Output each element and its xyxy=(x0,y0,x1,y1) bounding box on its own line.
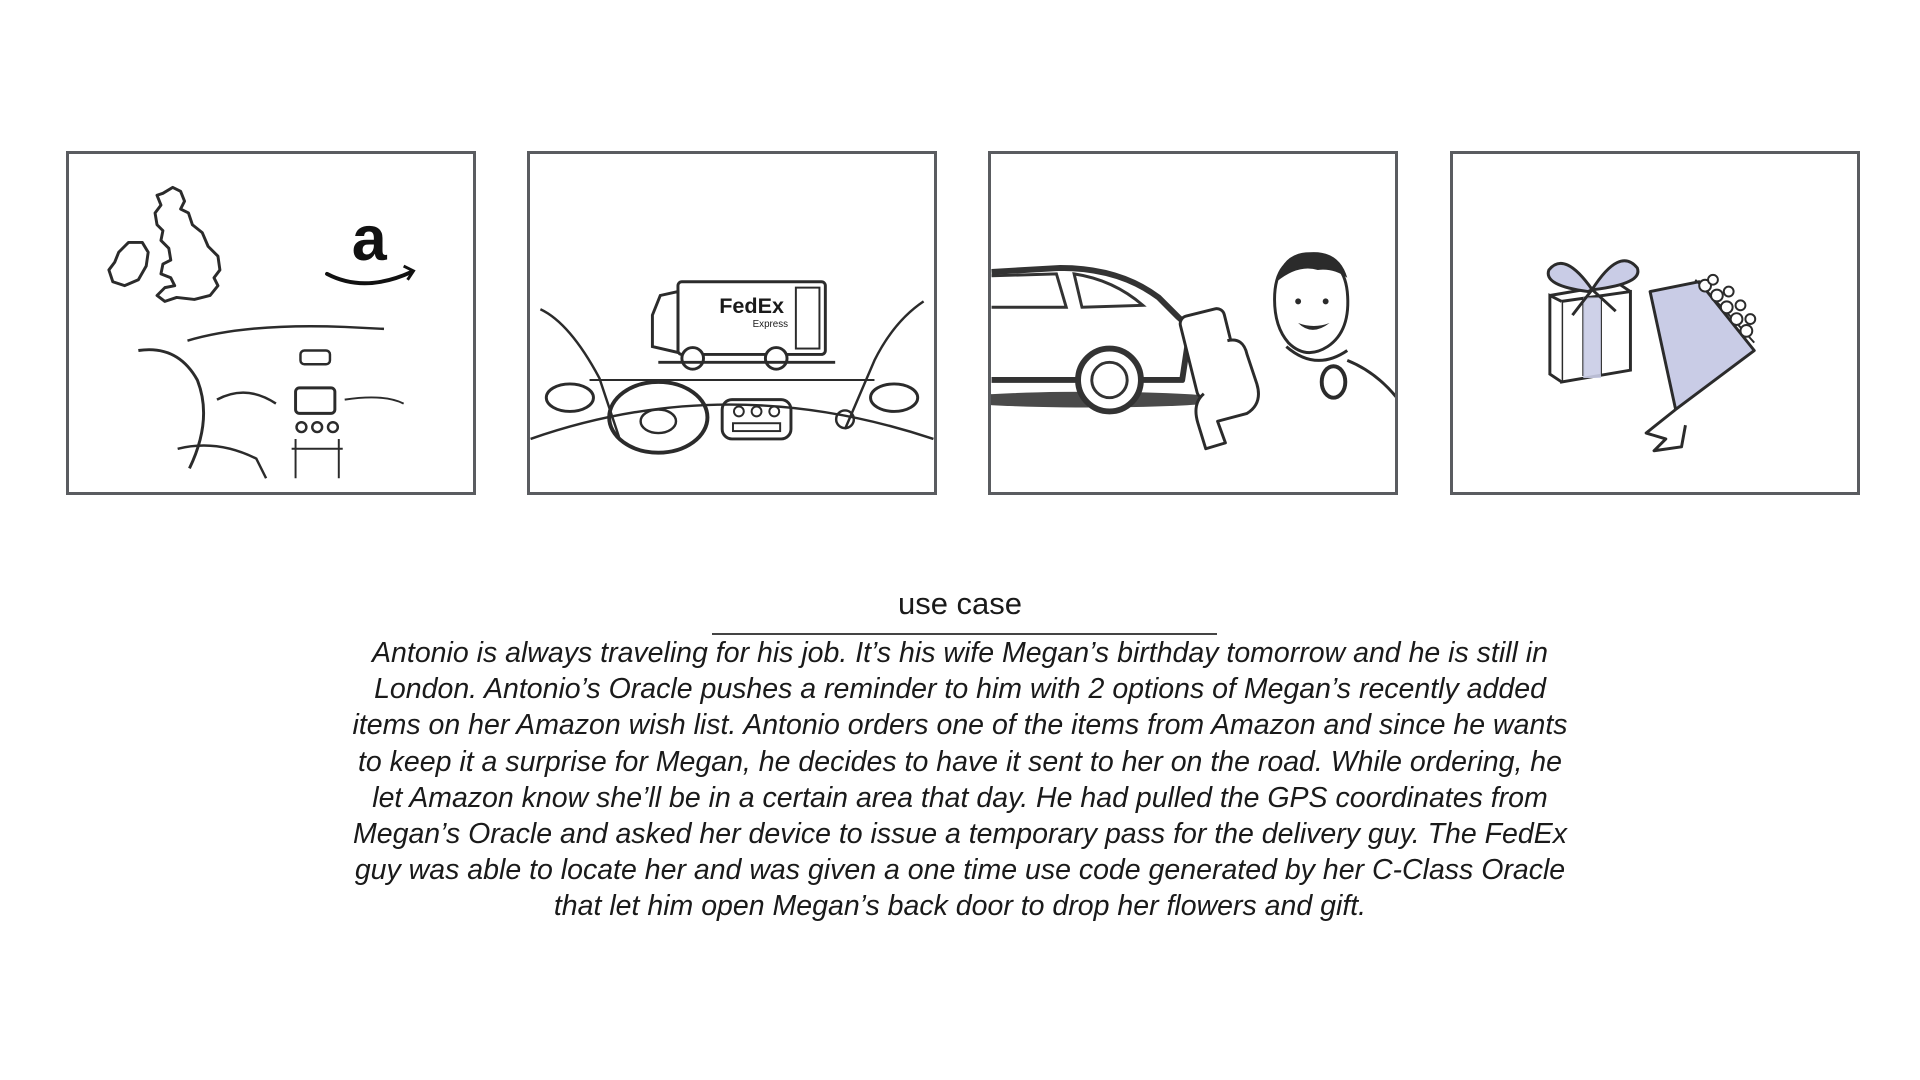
use-case-story: Antonio is always traveling for his job. It’s his wife Megan’s birthday tomorrow and he is still in London. Antonio’s Oracle pushes a reminder to him with 2 options of Megan’s recently added items on her Amazon wish list. Antonio orders one of the items from Amazon and since he wants to keep it a surprise for Megan, he decides to have it sent to her on the road. While ordering, he let Amazon know she’ll be in a certain area that day. He had pulled the GPS coordinates from Megan’s Oracle and asked her device to issue a temporary pass for the delivery guy. The FedEx guy was able to locate her and was given a one time use code generated by her C-Class Oracle that let him open Megan’s back door to drop her flowers and gift. xyxy=(352,637,1568,923)
storyboard-panel-1 xyxy=(66,151,476,495)
gift-box-icon xyxy=(1548,261,1638,382)
uk-map-icon xyxy=(155,187,220,301)
flower-bouquet-icon xyxy=(1646,275,1755,451)
fedex-logo-text: FedEx xyxy=(719,293,785,319)
fedex-logo-subtext: Express xyxy=(752,318,789,330)
storyboard-panel-3 xyxy=(988,151,1398,495)
man-avatar-icon xyxy=(1275,252,1395,400)
steering-wheel-icon xyxy=(609,382,707,453)
car-man-phone-illustration xyxy=(991,154,1395,492)
use-case-title: use case xyxy=(897,586,1023,621)
ireland-map-icon xyxy=(109,242,148,285)
fedex-truck-windshield-illustration xyxy=(530,154,934,492)
car-interior-icon xyxy=(138,350,203,469)
storyboard-panel-2 xyxy=(527,151,937,495)
storyboard-panel-4 xyxy=(1450,151,1860,495)
gift-flowers-illustration xyxy=(1453,154,1857,492)
amazon-logo-icon: a xyxy=(351,204,387,275)
uk-amazon-car-illustration xyxy=(69,154,473,492)
